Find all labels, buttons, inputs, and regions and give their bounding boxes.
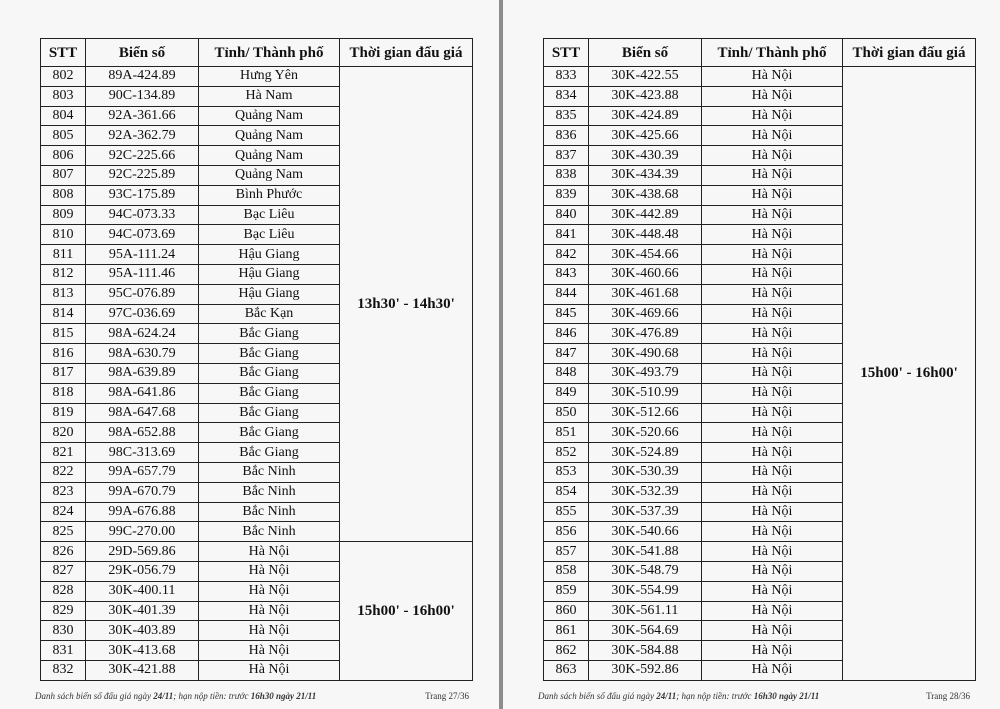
cell-plate: 30K-461.68	[589, 284, 702, 304]
cell-province: Hà Nội	[702, 443, 843, 463]
page-number: Trang 28/36	[926, 691, 970, 701]
cell-plate: 98A-652.88	[86, 423, 199, 443]
cell-province: Hà Nội	[702, 660, 843, 680]
cell-stt: 816	[41, 344, 86, 364]
cell-stt: 809	[41, 205, 86, 225]
cell-plate: 99A-657.79	[86, 462, 199, 482]
cell-plate: 30K-512.66	[589, 403, 702, 423]
cell-province: Bắc Giang	[199, 344, 340, 364]
cell-province: Bắc Ninh	[199, 462, 340, 482]
footer-prefix: Danh sách biển số đấu giá ngày	[35, 691, 154, 701]
cell-plate: 89A-424.89	[86, 67, 199, 87]
cell-stt: 829	[41, 601, 86, 621]
cell-stt: 844	[544, 284, 589, 304]
cell-stt: 814	[41, 304, 86, 324]
footer-deadline: 16h30 ngày 21/11	[753, 691, 820, 701]
cell-province: Hà Nội	[702, 324, 843, 344]
cell-stt: 852	[544, 443, 589, 463]
cell-province: Hà Nội	[199, 542, 340, 562]
cell-plate: 30K-400.11	[86, 581, 199, 601]
cell-plate: 98A-639.89	[86, 363, 199, 383]
header-stt: STT	[544, 39, 589, 67]
cell-province: Hà Nội	[702, 621, 843, 641]
cell-stt: 832	[41, 660, 86, 680]
cell-stt: 806	[41, 146, 86, 166]
cell-plate: 30K-403.89	[86, 621, 199, 641]
cell-stt: 851	[544, 423, 589, 443]
cell-plate: 30K-564.69	[589, 621, 702, 641]
cell-stt: 858	[544, 561, 589, 581]
cell-province: Hà Nội	[702, 67, 843, 87]
cell-province: Bắc Giang	[199, 403, 340, 423]
cell-province: Hà Nội	[199, 601, 340, 621]
cell-stt: 828	[41, 581, 86, 601]
plates-table-left	[40, 38, 473, 681]
cell-stt: 863	[544, 660, 589, 680]
cell-province: Hà Nội	[702, 146, 843, 166]
cell-province: Hà Nội	[702, 601, 843, 621]
cell-plate: 30K-469.66	[589, 304, 702, 324]
cell-plate: 30K-454.66	[589, 245, 702, 265]
cell-province: Hà Nội	[702, 165, 843, 185]
cell-stt: 854	[544, 482, 589, 502]
cell-stt: 842	[544, 245, 589, 265]
cell-plate: 29K-056.79	[86, 561, 199, 581]
header-plate: Biển số	[86, 39, 199, 67]
cell-plate: 30K-530.39	[589, 462, 702, 482]
cell-province: Hà Nội	[702, 383, 843, 403]
cell-province: Hậu Giang	[199, 245, 340, 265]
cell-plate: 30K-430.39	[589, 146, 702, 166]
cell-stt: 810	[41, 225, 86, 245]
cell-stt: 820	[41, 423, 86, 443]
cell-province: Hậu Giang	[199, 264, 340, 284]
cell-stt: 836	[544, 126, 589, 146]
cell-stt: 841	[544, 225, 589, 245]
cell-plate: 98A-641.86	[86, 383, 199, 403]
cell-stt: 821	[41, 443, 86, 463]
cell-province: Bắc Giang	[199, 383, 340, 403]
footer-mid: ; hạn nộp tiền: trước	[676, 691, 754, 701]
cell-province: Hà Nội	[702, 462, 843, 482]
cell-auction-time: 13h30' - 14h30'	[340, 67, 473, 542]
cell-plate: 30K-584.88	[589, 641, 702, 661]
cell-plate: 98C-313.69	[86, 443, 199, 463]
cell-stt: 812	[41, 264, 86, 284]
cell-stt: 847	[544, 344, 589, 364]
cell-province: Bạc Liêu	[199, 225, 340, 245]
cell-province: Hà Nội	[199, 581, 340, 601]
cell-stt: 850	[544, 403, 589, 423]
cell-plate: 30K-413.68	[86, 641, 199, 661]
cell-stt: 856	[544, 522, 589, 542]
cell-province: Hậu Giang	[199, 284, 340, 304]
cell-plate: 30K-592.86	[589, 660, 702, 680]
cell-plate: 92A-362.79	[86, 126, 199, 146]
cell-province: Bắc Giang	[199, 363, 340, 383]
cell-province: Hà Nội	[702, 264, 843, 284]
cell-province: Quảng Nam	[199, 146, 340, 166]
cell-stt: 813	[41, 284, 86, 304]
cell-plate: 99A-676.88	[86, 502, 199, 522]
cell-stt: 823	[41, 482, 86, 502]
cell-province: Quảng Nam	[199, 165, 340, 185]
cell-stt: 825	[41, 522, 86, 542]
cell-plate: 30K-423.88	[589, 86, 702, 106]
cell-province: Bắc Ninh	[199, 522, 340, 542]
table-row	[544, 67, 976, 87]
cell-stt: 857	[544, 542, 589, 562]
page-footer-left	[35, 691, 469, 701]
cell-province: Hà Nội	[702, 185, 843, 205]
cell-plate: 30K-434.39	[589, 165, 702, 185]
cell-plate: 30K-476.89	[589, 324, 702, 344]
cell-plate: 30K-532.39	[589, 482, 702, 502]
cell-plate: 98A-630.79	[86, 344, 199, 364]
cell-stt: 808	[41, 185, 86, 205]
cell-stt: 855	[544, 502, 589, 522]
cell-province: Hà Nam	[199, 86, 340, 106]
cell-stt: 846	[544, 324, 589, 344]
cell-plate: 30K-438.68	[589, 185, 702, 205]
cell-stt: 862	[544, 641, 589, 661]
cell-stt: 833	[544, 67, 589, 87]
cell-plate: 99A-670.79	[86, 482, 199, 502]
cell-stt: 861	[544, 621, 589, 641]
cell-province: Hà Nội	[702, 284, 843, 304]
cell-plate: 30K-424.89	[589, 106, 702, 126]
cell-stt: 843	[544, 264, 589, 284]
cell-stt: 839	[544, 185, 589, 205]
cell-plate: 94C-073.33	[86, 205, 199, 225]
header-time: Thời gian đấu giá	[340, 39, 473, 67]
cell-province: Hà Nội	[702, 581, 843, 601]
cell-plate: 97C-036.69	[86, 304, 199, 324]
cell-stt: 815	[41, 324, 86, 344]
cell-plate: 30K-548.79	[589, 561, 702, 581]
cell-province: Quảng Nam	[199, 126, 340, 146]
cell-province: Hà Nội	[702, 561, 843, 581]
cell-plate: 30K-541.88	[589, 542, 702, 562]
table-header-row	[544, 39, 976, 67]
cell-plate: 30K-561.11	[589, 601, 702, 621]
cell-plate: 95C-076.89	[86, 284, 199, 304]
cell-stt: 804	[41, 106, 86, 126]
cell-stt: 840	[544, 205, 589, 225]
page-number: Trang 27/36	[425, 691, 469, 701]
cell-stt: 826	[41, 542, 86, 562]
cell-plate: 30K-554.99	[589, 581, 702, 601]
cell-stt: 819	[41, 403, 86, 423]
page-footer-right	[538, 691, 970, 701]
cell-plate: 30K-493.79	[589, 363, 702, 383]
cell-auction-time: 15h00' - 16h00'	[843, 67, 976, 681]
cell-province: Bạc Liêu	[199, 205, 340, 225]
cell-province: Hà Nội	[702, 363, 843, 383]
cell-province: Hà Nội	[702, 641, 843, 661]
cell-plate: 95A-111.24	[86, 245, 199, 265]
cell-plate: 93C-175.89	[86, 185, 199, 205]
cell-plate: 92A-361.66	[86, 106, 199, 126]
header-time: Thời gian đấu giá	[843, 39, 976, 67]
cell-province: Hà Nội	[702, 304, 843, 324]
cell-province: Bắc Giang	[199, 443, 340, 463]
cell-plate: 30K-540.66	[589, 522, 702, 542]
footer-date: 24/11	[153, 691, 174, 701]
cell-plate: 94C-073.69	[86, 225, 199, 245]
cell-plate: 92C-225.89	[86, 165, 199, 185]
cell-plate: 30K-537.39	[589, 502, 702, 522]
cell-stt: 860	[544, 601, 589, 621]
cell-plate: 30K-422.55	[589, 67, 702, 87]
cell-plate: 30K-421.88	[86, 660, 199, 680]
cell-province: Quảng Nam	[199, 106, 340, 126]
cell-stt: 853	[544, 462, 589, 482]
cell-province: Hà Nội	[702, 86, 843, 106]
header-stt: STT	[41, 39, 86, 67]
footer-mid: ; hạn nộp tiền: trước	[173, 691, 251, 701]
header-province: Tỉnh/ Thành phố	[702, 39, 843, 67]
cell-stt: 849	[544, 383, 589, 403]
cell-province: Bắc Giang	[199, 324, 340, 344]
table-row	[41, 542, 473, 562]
cell-stt: 859	[544, 581, 589, 601]
cell-stt: 807	[41, 165, 86, 185]
cell-province: Hà Nội	[702, 126, 843, 146]
cell-plate: 30K-510.99	[589, 383, 702, 403]
cell-stt: 822	[41, 462, 86, 482]
cell-stt: 803	[41, 86, 86, 106]
cell-province: Hà Nội	[702, 225, 843, 245]
cell-province: Hà Nội	[702, 403, 843, 423]
cell-province: Hà Nội	[702, 106, 843, 126]
red-stamp-fragment	[485, 360, 499, 460]
header-plate: Biển số	[589, 39, 702, 67]
cell-stt: 848	[544, 363, 589, 383]
cell-plate: 30K-448.48	[589, 225, 702, 245]
cell-stt: 831	[41, 641, 86, 661]
footer-date: 24/11	[656, 691, 677, 701]
cell-province: Bắc Ninh	[199, 502, 340, 522]
cell-plate: 99C-270.00	[86, 522, 199, 542]
cell-plate: 30K-460.66	[589, 264, 702, 284]
cell-plate: 30K-490.68	[589, 344, 702, 364]
cell-province: Bắc Kạn	[199, 304, 340, 324]
cell-stt: 817	[41, 363, 86, 383]
cell-province: Hà Nội	[702, 522, 843, 542]
page-right	[503, 0, 1000, 709]
table-header-row	[41, 39, 473, 67]
cell-province: Hà Nội	[702, 482, 843, 502]
cell-stt: 837	[544, 146, 589, 166]
cell-province: Hà Nội	[702, 245, 843, 265]
footer-deadline: 16h30 ngày 21/11	[250, 691, 317, 701]
cell-stt: 811	[41, 245, 86, 265]
cell-province: Bắc Ninh	[199, 482, 340, 502]
cell-province: Hà Nội	[199, 561, 340, 581]
cell-province: Hà Nội	[702, 502, 843, 522]
cell-stt: 835	[544, 106, 589, 126]
cell-stt: 827	[41, 561, 86, 581]
cell-plate: 92C-225.66	[86, 146, 199, 166]
cell-plate: 30K-524.89	[589, 443, 702, 463]
cell-province: Hà Nội	[702, 542, 843, 562]
cell-province: Hà Nội	[199, 660, 340, 680]
cell-plate: 98A-647.68	[86, 403, 199, 423]
cell-stt: 830	[41, 621, 86, 641]
cell-plate: 30K-425.66	[589, 126, 702, 146]
cell-province: Hà Nội	[199, 641, 340, 661]
cell-stt: 834	[544, 86, 589, 106]
table-row	[41, 67, 473, 87]
cell-province: Bắc Giang	[199, 423, 340, 443]
cell-province: Hà Nội	[702, 344, 843, 364]
cell-province: Hưng Yên	[199, 67, 340, 87]
cell-province: Hà Nội	[702, 205, 843, 225]
cell-stt: 824	[41, 502, 86, 522]
plates-table-right	[543, 38, 976, 681]
cell-stt: 818	[41, 383, 86, 403]
cell-province: Bình Phước	[199, 185, 340, 205]
cell-stt: 805	[41, 126, 86, 146]
cell-stt: 802	[41, 67, 86, 87]
cell-province: Hà Nội	[702, 423, 843, 443]
cell-province: Hà Nội	[199, 621, 340, 641]
cell-plate: 30K-442.89	[589, 205, 702, 225]
cell-plate: 30K-401.39	[86, 601, 199, 621]
cell-plate: 29D-569.86	[86, 542, 199, 562]
cell-plate: 98A-624.24	[86, 324, 199, 344]
page-left	[0, 0, 499, 709]
cell-plate: 95A-111.46	[86, 264, 199, 284]
cell-plate: 30K-520.66	[589, 423, 702, 443]
cell-plate: 90C-134.89	[86, 86, 199, 106]
cell-stt: 845	[544, 304, 589, 324]
footer-prefix: Danh sách biển số đấu giá ngày	[538, 691, 657, 701]
cell-stt: 838	[544, 165, 589, 185]
cell-auction-time: 15h00' - 16h00'	[340, 542, 473, 681]
header-province: Tỉnh/ Thành phố	[199, 39, 340, 67]
